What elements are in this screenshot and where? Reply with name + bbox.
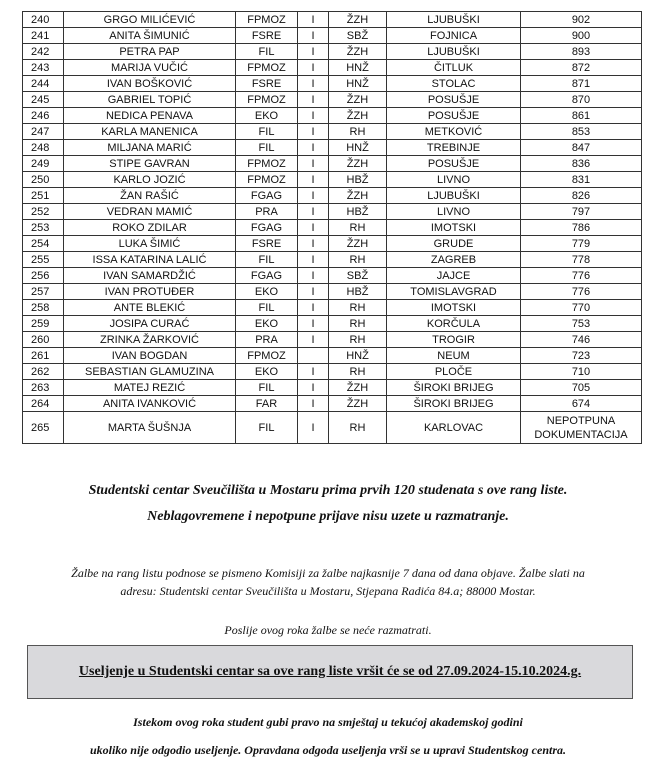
region-cell: SBŽ [329, 28, 387, 44]
points-cell: 674 [521, 396, 642, 412]
name-cell: ŽAN RAŠIĆ [64, 188, 236, 204]
points-cell: 826 [521, 188, 642, 204]
region-cell: ŽZH [329, 380, 387, 396]
table-row [23, 300, 642, 316]
notice-line-1: Studentski centar Sveučilišta u Mostaru prima prvih 120 studenata s ove rang liste. [88, 483, 568, 498]
region-cell: RH [329, 252, 387, 268]
region-cell: RH [329, 220, 387, 236]
rank-cell: 246 [23, 108, 64, 124]
city-cell: PLOČE [387, 364, 521, 380]
region-cell: ŽZH [329, 92, 387, 108]
city-cell: LJUBUŠKI [387, 44, 521, 60]
region-cell: RH [329, 316, 387, 332]
year-cell [298, 348, 329, 364]
rank-cell: 259 [23, 316, 64, 332]
name-cell: ANITA ŠIMUNIĆ [64, 28, 236, 44]
year-cell: I [298, 12, 329, 28]
status-line-2: DOKUMENTACIJA [534, 428, 628, 441]
points-cell: 902 [521, 12, 642, 28]
region-cell: HBŽ [329, 204, 387, 220]
faculty-cell: FPMOZ [236, 348, 298, 364]
name-cell: KARLO JOZIĆ [64, 172, 236, 188]
year-cell: I [298, 156, 329, 172]
rank-cell: 244 [23, 76, 64, 92]
region-cell: ŽZH [329, 396, 387, 412]
table-row [23, 156, 642, 172]
city-cell: GRUDE [387, 236, 521, 252]
appeal-deadline: Poslije ovog roka žalbe se neće razmatrati. [224, 623, 432, 637]
rank-cell: 240 [23, 12, 64, 28]
name-cell: SEBASTIAN GLAMUZINA [64, 364, 236, 380]
name-cell: PETRA PAP [64, 44, 236, 60]
region-cell: HNŽ [329, 76, 387, 92]
table-row [23, 268, 642, 284]
faculty-cell: FSRE [236, 76, 298, 92]
faculty-cell: FIL [236, 380, 298, 396]
rank-cell: 242 [23, 44, 64, 60]
faculty-cell: FIL [236, 124, 298, 140]
faculty-cell: FPMOZ [236, 156, 298, 172]
region-cell: HNŽ [329, 140, 387, 156]
faculty-cell: FGAG [236, 188, 298, 204]
table-row [23, 348, 642, 364]
name-cell: MATEJ REZIĆ [64, 380, 236, 396]
faculty-cell: FSRE [236, 236, 298, 252]
year-cell: I [298, 252, 329, 268]
name-cell: GABRIEL TOPIĆ [64, 92, 236, 108]
ranking-table-body [23, 12, 642, 412]
city-cell: KORČULA [387, 316, 521, 332]
region-cell: SBŽ [329, 268, 387, 284]
faculty-cell: FIL [236, 412, 298, 444]
city-cell: KARLOVAC [387, 412, 521, 444]
region-cell: RH [329, 332, 387, 348]
table-row-last [23, 412, 642, 444]
name-cell: IVAN PROTUĐER [64, 284, 236, 300]
region-cell: RH [329, 364, 387, 380]
year-cell: I [298, 220, 329, 236]
move-in-notice-box [27, 645, 633, 699]
city-cell: METKOVIĆ [387, 124, 521, 140]
region-cell: ŽZH [329, 188, 387, 204]
faculty-cell: EKO [236, 108, 298, 124]
name-cell: MARIJA VUČIĆ [64, 60, 236, 76]
points-cell: 831 [521, 172, 642, 188]
faculty-cell: FGAG [236, 268, 298, 284]
points-cell: 847 [521, 140, 642, 156]
faculty-cell: EKO [236, 316, 298, 332]
rank-cell: 254 [23, 236, 64, 252]
points-cell: 705 [521, 380, 642, 396]
name-cell: STIPE GAVRAN [64, 156, 236, 172]
city-cell: POSUŠJE [387, 156, 521, 172]
points-cell: 746 [521, 332, 642, 348]
table-row [23, 172, 642, 188]
table-row [23, 316, 642, 332]
points-cell [521, 412, 642, 444]
city-cell: FOJNICA [387, 28, 521, 44]
rank-cell: 251 [23, 188, 64, 204]
region-cell: ŽZH [329, 12, 387, 28]
year-cell: I [298, 284, 329, 300]
name-cell: ZRINKA ŽARKOVIĆ [64, 332, 236, 348]
table-row [23, 396, 642, 412]
year-cell: I [298, 188, 329, 204]
faculty-cell: EKO [236, 364, 298, 380]
faculty-cell: PRA [236, 204, 298, 220]
city-cell: IMOTSKI [387, 220, 521, 236]
year-cell: I [298, 92, 329, 108]
appeal-line-1: Žalbe na rang listu podnose se pismeno Komisiji za žalbe najkasnije 7 dana od dana objave. Žalbe slati na [71, 566, 585, 580]
table-row [23, 284, 642, 300]
points-cell: 872 [521, 60, 642, 76]
region-cell: ŽZH [329, 44, 387, 60]
region-cell: HNŽ [329, 60, 387, 76]
name-cell: MILJANA MARIĆ [64, 140, 236, 156]
region-cell: RH [329, 124, 387, 140]
city-cell: JAJCE [387, 268, 521, 284]
table-row [23, 60, 642, 76]
city-cell: ŠIROKI BRIJEG [387, 380, 521, 396]
name-cell: ANITA IVANKOVIĆ [64, 396, 236, 412]
faculty-cell: FIL [236, 140, 298, 156]
name-cell: IVAN BOGDAN [64, 348, 236, 364]
city-cell: LIVNO [387, 204, 521, 220]
year-cell: I [298, 268, 329, 284]
faculty-cell: FPMOZ [236, 92, 298, 108]
city-cell: POSUŠJE [387, 108, 521, 124]
points-cell: 778 [521, 252, 642, 268]
region-cell: HBŽ [329, 284, 387, 300]
rank-cell: 253 [23, 220, 64, 236]
rank-cell: 257 [23, 284, 64, 300]
rank-cell: 261 [23, 348, 64, 364]
table-row [23, 220, 642, 236]
points-cell: 710 [521, 364, 642, 380]
city-cell: LJUBUŠKI [387, 12, 521, 28]
points-cell: 893 [521, 44, 642, 60]
points-cell: 797 [521, 204, 642, 220]
table-row [23, 12, 642, 28]
name-cell: ISSA KATARINA LALIĆ [64, 252, 236, 268]
faculty-cell: FIL [236, 44, 298, 60]
rank-cell: 245 [23, 92, 64, 108]
name-cell: ANTE BLEKIĆ [64, 300, 236, 316]
region-cell: ŽZH [329, 156, 387, 172]
points-cell: 786 [521, 220, 642, 236]
year-cell: I [298, 380, 329, 396]
table-row [23, 204, 642, 220]
year-cell: I [298, 28, 329, 44]
year-cell: I [298, 364, 329, 380]
year-cell: I [298, 316, 329, 332]
year-cell: I [298, 172, 329, 188]
name-cell: JOSIPA CURAĆ [64, 316, 236, 332]
closing-line-1: Istekom ovog roka student gubi pravo na smještaj u tekućoj akademskoj godini [133, 715, 523, 729]
points-cell: 861 [521, 108, 642, 124]
points-cell: 770 [521, 300, 642, 316]
table-row [23, 236, 642, 252]
rank-cell: 247 [23, 124, 64, 140]
city-cell: STOLAC [387, 76, 521, 92]
faculty-cell: FPMOZ [236, 60, 298, 76]
year-cell: I [298, 204, 329, 220]
points-cell: 836 [521, 156, 642, 172]
faculty-cell: EKO [236, 284, 298, 300]
region-cell: ŽZH [329, 108, 387, 124]
points-cell: 723 [521, 348, 642, 364]
notice-line-2: Neblagovremene i nepotpune prijave nisu uzete u razmatranje. [147, 509, 509, 524]
rank-cell: 241 [23, 28, 64, 44]
region-cell: RH [329, 300, 387, 316]
faculty-cell: FAR [236, 396, 298, 412]
region-cell: ŽZH [329, 236, 387, 252]
name-cell: GRGO MILIĆEVIĆ [64, 12, 236, 28]
closing-line-2: ukoliko nije odgodio useljenje. Opravdana odgoda useljenja vrši se u upravi Studentskog centra. [89, 743, 567, 757]
faculty-cell: FIL [236, 300, 298, 316]
table-row [23, 380, 642, 396]
year-cell: I [298, 332, 329, 348]
faculty-cell: FSRE [236, 28, 298, 44]
name-cell: IVAN BOŠKOVIĆ [64, 76, 236, 92]
rank-cell: 252 [23, 204, 64, 220]
table-row [23, 140, 642, 156]
city-cell: ZAGREB [387, 252, 521, 268]
city-cell: LJUBUŠKI [387, 188, 521, 204]
table-row [23, 124, 642, 140]
year-cell: I [298, 76, 329, 92]
city-cell: IMOTSKI [387, 300, 521, 316]
points-cell: 853 [521, 124, 642, 140]
city-cell: TOMISLAVGRAD [387, 284, 521, 300]
table-row [23, 364, 642, 380]
region-cell: RH [329, 412, 387, 444]
table-row [23, 332, 642, 348]
name-cell: NEDICA PENAVA [64, 108, 236, 124]
region-cell: HBŽ [329, 172, 387, 188]
points-cell: 776 [521, 284, 642, 300]
rank-cell: 243 [23, 60, 64, 76]
faculty-cell: FPMOZ [236, 172, 298, 188]
year-cell: I [298, 396, 329, 412]
year-cell: I [298, 60, 329, 76]
region-cell: HNŽ [329, 348, 387, 364]
name-cell: IVAN SAMARDŽIĆ [64, 268, 236, 284]
year-cell: I [298, 124, 329, 140]
rank-cell: 264 [23, 396, 64, 412]
city-cell: POSUŠJE [387, 92, 521, 108]
name-cell: VEDRAN MAMIĆ [64, 204, 236, 220]
rank-cell: 260 [23, 332, 64, 348]
points-cell: 753 [521, 316, 642, 332]
name-cell: KARLA MANENICA [64, 124, 236, 140]
year-cell: I [298, 108, 329, 124]
name-cell: ROKO ZDILAR [64, 220, 236, 236]
year-cell: I [298, 300, 329, 316]
faculty-cell: FIL [236, 252, 298, 268]
table-row [23, 28, 642, 44]
points-cell: 900 [521, 28, 642, 44]
table-row [23, 76, 642, 92]
points-cell: 776 [521, 268, 642, 284]
rank-cell: 250 [23, 172, 64, 188]
rank-cell: 265 [23, 412, 64, 444]
year-cell: I [298, 44, 329, 60]
points-cell: 779 [521, 236, 642, 252]
rank-cell: 255 [23, 252, 64, 268]
year-cell: I [298, 412, 329, 444]
rank-cell: 248 [23, 140, 64, 156]
name-cell: MARTA ŠUŠNJA [64, 412, 236, 444]
year-cell: I [298, 140, 329, 156]
table-row [23, 108, 642, 124]
rank-cell: 263 [23, 380, 64, 396]
table-row [23, 44, 642, 60]
faculty-cell: FPMOZ [236, 12, 298, 28]
city-cell: NEUM [387, 348, 521, 364]
city-cell: TROGIR [387, 332, 521, 348]
faculty-cell: FGAG [236, 220, 298, 236]
ranking-table [22, 11, 642, 444]
year-cell: I [298, 236, 329, 252]
name-cell: LUKA ŠIMIĆ [64, 236, 236, 252]
rank-cell: 258 [23, 300, 64, 316]
points-cell: 870 [521, 92, 642, 108]
city-cell: LIVNO [387, 172, 521, 188]
rank-cell: 249 [23, 156, 64, 172]
city-cell: ČITLUK [387, 60, 521, 76]
city-cell: ŠIROKI BRIJEG [387, 396, 521, 412]
points-cell: 871 [521, 76, 642, 92]
city-cell: TREBINJE [387, 140, 521, 156]
appeal-line-2: adresu: Studentski centar Sveučilišta u Mostaru, Stjepana Radića 84.a; 88000 Mostar. [120, 584, 536, 598]
rank-cell: 262 [23, 364, 64, 380]
table-row [23, 252, 642, 268]
faculty-cell: PRA [236, 332, 298, 348]
move-in-notice: Useljenje u Studentski centar sa ove rang liste vršit će se od 27.09.2024-15.10.2024.g. [78, 664, 582, 679]
table-row [23, 188, 642, 204]
status-line-1: NEPOTPUNA [546, 414, 616, 427]
table-row [23, 92, 642, 108]
rank-cell: 256 [23, 268, 64, 284]
